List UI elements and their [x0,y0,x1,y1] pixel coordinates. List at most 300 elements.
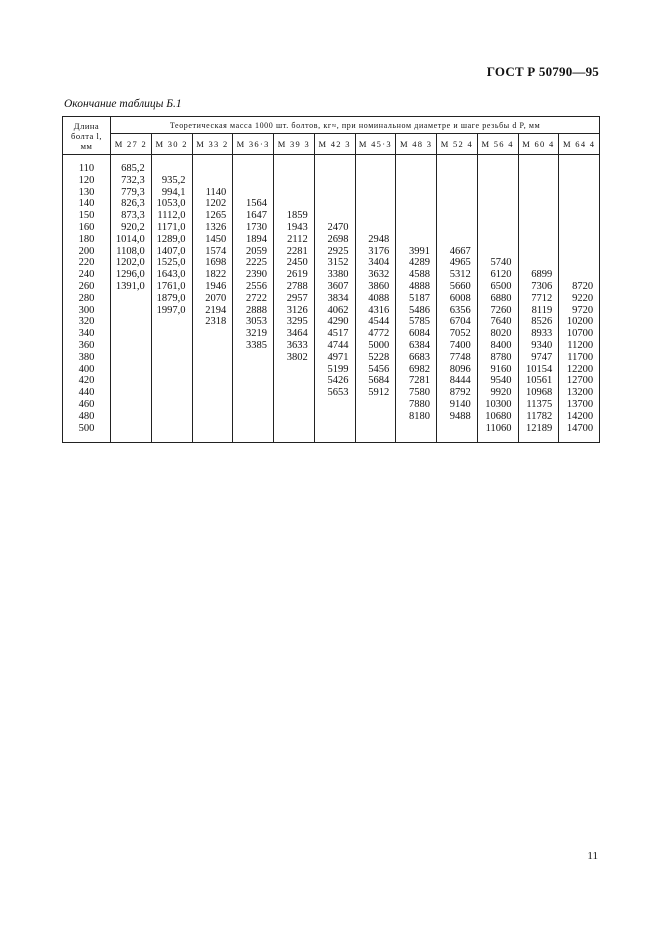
mass-value [111,375,151,387]
mass-value: 6356 [449,304,471,316]
mass-value [437,163,477,175]
mass-value: 12700 [566,375,594,387]
mass-value: 9747 [531,351,553,363]
mass-value [233,387,273,399]
mass-value [356,399,396,411]
bolt-mass-table [62,116,600,443]
mass-value: 5199 [327,363,349,375]
mass-value: 1140 [205,186,227,198]
mass-value [315,423,355,435]
mass-value: 1859 [286,210,308,222]
mass-value: 11200 [567,339,594,351]
mass-value [356,411,396,423]
mass-value: 4588 [409,269,430,281]
mass-value: 8444 [449,375,471,387]
mass-value [193,328,233,340]
length-value: 340 [78,328,95,340]
mass-value [437,175,477,187]
diameter-header-9: М 52 4 [437,134,478,155]
mass-value: 9220 [572,292,594,304]
mass-value: 6084 [409,328,430,340]
mass-value: 5426 [327,375,349,387]
mass-value [152,316,192,328]
page-number: 11 [587,850,598,862]
mass-value [519,210,559,222]
diameter-header-2: М 30 2 [151,134,192,155]
mass-value: 2722 [246,292,267,304]
mass-value: 1574 [205,245,227,257]
mass-column-7 [355,155,396,443]
mass-value [559,187,599,199]
length-value: 120 [78,174,95,186]
mass-value: 10154 [526,363,553,375]
mass-value [559,269,599,281]
mass-value [315,163,355,175]
mass-value [152,163,192,175]
mass-value: 3385 [246,339,267,351]
mass-value [274,198,314,210]
mass-value [356,175,396,187]
mass-value: 8720 [572,280,594,292]
mass-value: 12189 [526,422,553,434]
mass-value: 4544 [368,316,390,328]
mass-value: 6008 [449,292,471,304]
mass-value [111,305,151,317]
mass-value: 1894 [246,233,267,245]
mass-column-10 [477,155,518,443]
mass-value [356,187,396,199]
mass-value [396,210,436,222]
mass-value: 9540 [490,375,512,387]
mass-value [356,163,396,175]
mass-value [111,411,151,423]
data-row [63,155,600,443]
mass-value: 3176 [368,245,390,257]
mass-value: 5684 [368,375,390,387]
mass-value: 1730 [246,221,267,233]
mass-value: 7281 [409,375,430,387]
mass-value [233,364,273,376]
mass-value: 7400 [449,339,471,351]
mass-value [478,234,518,246]
mass-value: 4971 [327,351,349,363]
mass-value [315,198,355,210]
mass-value: 1761,0 [156,280,186,292]
mass-value: 11700 [567,351,594,363]
mass-value: 12200 [566,363,594,375]
mass-value: 9340 [531,339,553,351]
mass-value [274,375,314,387]
mass-value: 2788 [286,280,308,292]
mass-value: 5486 [409,304,430,316]
mass-value: 732,3 [121,174,145,186]
mass-value: 4088 [368,292,390,304]
mass-value: 779,3 [121,186,145,198]
mass-value [315,411,355,423]
mass-value [315,399,355,411]
diameter-header-11: М 60 4 [518,134,559,155]
mass-value [193,423,233,435]
mass-value: 1296,0 [115,269,145,281]
mass-value [437,210,477,222]
mass-column-4 [233,155,274,443]
mass-value: 935,2 [161,174,186,186]
mass-column-9 [437,155,478,443]
mass-value: 3380 [327,269,349,281]
mass-value: 873,3 [121,210,145,222]
mass-value [111,387,151,399]
mass-value [274,163,314,175]
mass-value: 7306 [531,280,553,292]
mass-value: 11060 [485,422,512,434]
length-value: 280 [78,292,95,304]
mass-value: 8096 [449,363,471,375]
mass-value: 3053 [246,316,267,328]
mass-value [111,352,151,364]
mass-value [519,234,559,246]
mass-value [559,163,599,175]
mass-value: 3632 [368,269,390,281]
mass-value: 1202,0 [115,257,145,269]
mass-value [111,328,151,340]
mass-value: 9920 [490,387,512,399]
mass-value: 13200 [566,387,594,399]
mass-value [111,423,151,435]
mass-value [437,187,477,199]
mass-value: 1525,0 [156,257,186,269]
mass-value [233,163,273,175]
mass-value [478,187,518,199]
mass-value: 1822 [205,269,227,281]
mass-value [396,423,436,435]
table-caption: Окончание таблицы Б.1 [64,98,182,110]
diameter-header-1: М 27 2 [111,134,152,155]
length-column [63,155,111,443]
length-value: 360 [78,339,95,351]
mass-value [559,198,599,210]
mass-value: 4517 [327,328,349,340]
mass-value: 9140 [449,398,471,410]
mass-value: 3802 [286,351,308,363]
mass-value [315,175,355,187]
mass-value: 5785 [409,316,430,328]
mass-value: 1112,0 [157,210,186,222]
mass-value: 3295 [286,316,308,328]
mass-value: 3219 [246,328,267,340]
diameter-header-12: М 64 4 [559,134,600,155]
mass-value [152,423,192,435]
mass-value: 2948 [368,233,390,245]
length-value: 220 [78,257,95,269]
length-value: 460 [78,398,95,410]
mass-value: 3633 [286,339,308,351]
length-value: 400 [78,363,95,375]
mass-value: 4965 [449,257,471,269]
length-value: 320 [78,316,95,328]
length-value: 300 [78,304,95,316]
mass-value: 1265 [205,210,227,222]
mass-value: 1698 [205,257,227,269]
mass-value [111,340,151,352]
mass-column-3 [192,155,233,443]
mass-column-6 [314,155,355,443]
mass-value: 2059 [246,245,267,257]
mass-value [478,198,518,210]
mass-value: 3464 [286,328,308,340]
length-value: 380 [78,351,95,363]
mass-value [356,198,396,210]
length-value: 160 [78,221,95,233]
mass-value: 1450 [205,233,227,245]
mass-value [437,234,477,246]
mass-value [519,163,559,175]
mass-value: 11782 [526,410,553,422]
mass-value: 1564 [246,198,267,210]
mass-value: 11375 [526,398,553,410]
mass-value: 685,2 [121,163,145,174]
mass-value [193,411,233,423]
mass-value: 4888 [409,280,430,292]
mass-value [111,293,151,305]
length-value: 500 [78,422,95,434]
mass-value [356,423,396,435]
mass-value: 6880 [490,292,512,304]
mass-value: 7640 [490,316,512,328]
mass-value: 4289 [409,257,430,269]
mass-value: 3991 [409,245,430,257]
mass-value: 994,1 [161,186,186,198]
mass-value [396,222,436,234]
mass-value: 4772 [368,328,390,340]
mass-value [559,257,599,269]
mass-value [193,340,233,352]
mass-value: 5740 [490,257,512,269]
mass-value: 1014,0 [115,233,145,245]
length-value: 260 [78,280,95,292]
mass-value: 1289,0 [156,233,186,245]
mass-value [396,163,436,175]
diameter-header-5: М 39 3 [274,134,315,155]
mass-value: 1879,0 [156,292,186,304]
mass-value [396,187,436,199]
mass-column-12 [559,155,600,443]
mass-column-11 [518,155,559,443]
length-value: 440 [78,387,95,399]
document-header: ГОСТ Р 50790—95 [486,64,599,79]
mass-value: 10200 [566,316,594,328]
mass-value [152,375,192,387]
diameter-header-7: М 45·3 [355,134,396,155]
mass-value [152,411,192,423]
mass-value: 2281 [286,245,308,257]
mass-column-1 [111,155,152,443]
mass-value: 3404 [368,257,390,269]
mass-value: 2194 [205,304,227,316]
diameter-header-8: М 48 3 [396,134,437,155]
mass-value [233,399,273,411]
mass-value [478,210,518,222]
length-value: 240 [78,269,95,281]
mass-value: 4744 [327,339,349,351]
mass-value: 1997,0 [156,304,186,316]
mass-value: 2070 [205,292,227,304]
mass-value: 6500 [490,280,512,292]
mass-value: 8933 [531,328,553,340]
mass-value [519,175,559,187]
mass-value: 1647 [246,210,267,222]
length-value: 480 [78,410,95,422]
mass-value [233,187,273,199]
mass-value [193,375,233,387]
mass-value [152,364,192,376]
mass-value: 6120 [490,269,512,281]
mass-value: 1326 [205,221,227,233]
diameter-header-3: М 33 2 [192,134,233,155]
mass-column-8 [396,155,437,443]
mass-value [396,198,436,210]
mass-value [274,175,314,187]
diameter-header-4: М 36·3 [233,134,274,155]
mass-value [478,163,518,175]
mass-value: 2925 [327,245,349,257]
length-header-line1: Длина [73,120,100,131]
mass-value: 7580 [409,387,430,399]
mass-value: 5000 [368,339,390,351]
mass-value [152,399,192,411]
mass-value: 5660 [449,280,471,292]
mass-value: 9160 [490,363,512,375]
mass-value: 3126 [286,304,308,316]
mass-value: 4316 [368,304,390,316]
mass-value: 7052 [449,328,471,340]
length-value: 130 [78,186,95,198]
length-value: 420 [78,375,95,387]
mass-value [396,175,436,187]
mass-value: 13700 [566,398,594,410]
mass-value: 10968 [526,387,553,399]
mass-value: 7712 [531,292,553,304]
mass-value: 7260 [490,304,512,316]
mass-value [437,423,477,435]
mass-value [478,175,518,187]
mass-value: 2390 [246,269,267,281]
mass-value: 10680 [485,410,512,422]
mass-value [193,175,233,187]
diameter-header-10: М 56 4 [477,134,518,155]
diameter-header-6: М 42 3 [314,134,355,155]
mass-value: 2470 [327,221,349,233]
group-header: Теоретическая масса 1000 шт. болтов, кг≈, при номинальном диаметре и шаге резьбы d P, мм [111,117,600,134]
mass-value: 1946 [205,280,227,292]
mass-value: 2698 [327,233,349,245]
mass-value: 2619 [286,269,308,281]
mass-value [559,222,599,234]
mass-value [233,175,273,187]
length-value: 180 [78,233,95,245]
mass-value: 1108,0 [116,245,145,257]
mass-value: 7748 [449,351,471,363]
mass-value [111,364,151,376]
mass-value: 10300 [485,398,512,410]
mass-value [274,411,314,423]
mass-value: 2225 [246,257,267,269]
length-header-line3: мм [80,140,93,151]
mass-value [233,423,273,435]
mass-value: 9720 [572,304,594,316]
mass-value: 1202 [205,198,227,210]
mass-value: 3834 [327,292,349,304]
mass-value: 6704 [449,316,471,328]
mass-value [437,198,477,210]
mass-value: 10561 [526,375,553,387]
mass-value [315,210,355,222]
mass-value [274,187,314,199]
mass-value: 4667 [449,245,471,257]
mass-value [519,222,559,234]
mass-value [559,234,599,246]
mass-column-2 [151,155,192,443]
mass-value [519,257,559,269]
mass-value [274,423,314,435]
mass-value: 5653 [327,387,349,399]
mass-value: 8792 [449,387,471,399]
mass-value: 5456 [368,363,390,375]
mass-value: 2450 [286,257,308,269]
mass-value [437,222,477,234]
mass-value: 5312 [449,269,471,281]
mass-value: 1407,0 [156,245,186,257]
mass-value [233,375,273,387]
mass-value: 5187 [409,292,430,304]
mass-value: 5228 [368,351,390,363]
mass-value: 1643,0 [156,269,186,281]
mass-value [111,399,151,411]
mass-value: 2957 [286,292,308,304]
length-value: 140 [78,198,95,210]
mass-value: 3607 [327,280,349,292]
length-header [63,117,111,155]
mass-value [356,222,396,234]
diameter-header-row [63,134,600,155]
mass-value: 6982 [409,363,430,375]
mass-value: 1171,0 [157,221,186,233]
mass-value: 6899 [531,269,553,281]
mass-value [274,387,314,399]
mass-value: 826,3 [121,198,145,210]
mass-value [193,364,233,376]
mass-value [478,246,518,258]
mass-value: 8180 [409,410,430,422]
mass-value: 1053,0 [156,198,186,210]
mass-value: 9488 [449,410,471,422]
mass-value: 2888 [246,304,267,316]
mass-value [519,187,559,199]
mass-value: 1943 [286,221,308,233]
mass-column-5 [274,155,315,443]
mass-value: 2318 [205,316,227,328]
mass-value [152,328,192,340]
mass-value: 8400 [490,339,512,351]
mass-value [478,222,518,234]
mass-value: 7880 [409,398,430,410]
length-value: 150 [78,210,95,222]
mass-value [559,246,599,258]
mass-value [559,210,599,222]
mass-value [315,187,355,199]
mass-value [233,411,273,423]
mass-value: 10700 [566,328,594,340]
mass-value [193,163,233,175]
